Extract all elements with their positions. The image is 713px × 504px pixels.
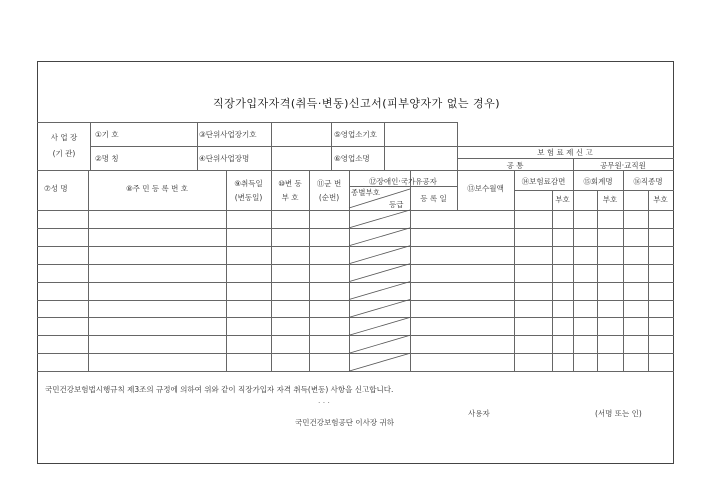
col-resident-no: ⑧주 민 등 록 번 호 [125,184,189,193]
premium-official-label: 공무원·교직원 [600,161,646,170]
unit-name-label: ④단위사업장명 [199,154,250,163]
footer-addressee: 국민건강보험공단 이사장 귀하 [295,418,394,427]
footer-signature: (서명 또는 인) [595,409,642,418]
col-reg-date: 등 록 일 [420,194,447,203]
col-reduction: ⑭보험료감면 [521,177,566,186]
col-disabled-group: ⑫장애인·국가유공자 [369,177,437,186]
header-diagonal [349,189,410,208]
hatch-diagonal [349,300,410,318]
employer-label: 사 업 장 [50,133,78,142]
hatch-diagonal [349,353,410,371]
col-reduction-code: 부호 [555,195,570,204]
unit-code-label: ③단위사업장기호 [199,130,257,139]
col-job-type: ⑯직종명 [633,177,663,186]
premium-common-label: 공 통 [506,161,524,170]
col-monthly-pay: ⑬보수월액 [467,184,504,193]
employer-label-sub: (기 관) [52,149,76,158]
col-job-code: 부호 [653,195,668,204]
col-change-code-sub: 부 호 [281,193,299,202]
hatch-diagonal [349,228,410,246]
premium-group-label: 보 험 료 제 신 고 [537,148,593,157]
hatch-diagonal [349,210,410,228]
hatch-diagonal [349,317,410,335]
hatch-diagonal [349,335,410,353]
employer-name-label: ②명 칭 [95,154,119,163]
col-grade: 등급 [389,200,404,209]
col-accounting-code: 부호 [602,195,618,204]
footer-date: . . . [318,396,330,405]
col-acquire-date: ⑨취득일 [234,179,263,188]
col-type-code: 종별부호 [351,188,380,197]
hatch-diagonal [349,264,410,282]
form-title: 직장가입자자격(취득·변동)신고서(피부양자가 없는 경우) [212,97,501,110]
col-accounting: ⑮회계명 [583,177,613,186]
col-acquire-date-sub: (변동일) [234,193,263,202]
col-change-code: ⑩변 동 [278,179,302,188]
employer-code-label: ①기 호 [95,130,119,139]
col-name: ⑦성 명 [44,184,68,193]
hatch-diagonal [349,282,410,300]
col-veteran-no: ⑪군 번 [316,179,342,188]
col-veteran-no-sub: (순번) [318,193,340,202]
footer-statement: 국민건강보험법시행규칙 제3조의 규정에 의하여 위와 같이 직장가입자 자격 취득(변동) 사항을 신고합니다. [45,385,394,394]
footer-employer-label: 사용자 [468,409,490,418]
sales-name-label: ⑥영업소명 [334,154,370,163]
sales-code-label: ⑤영업소기호 [334,130,377,139]
hatch-diagonal [349,246,410,264]
